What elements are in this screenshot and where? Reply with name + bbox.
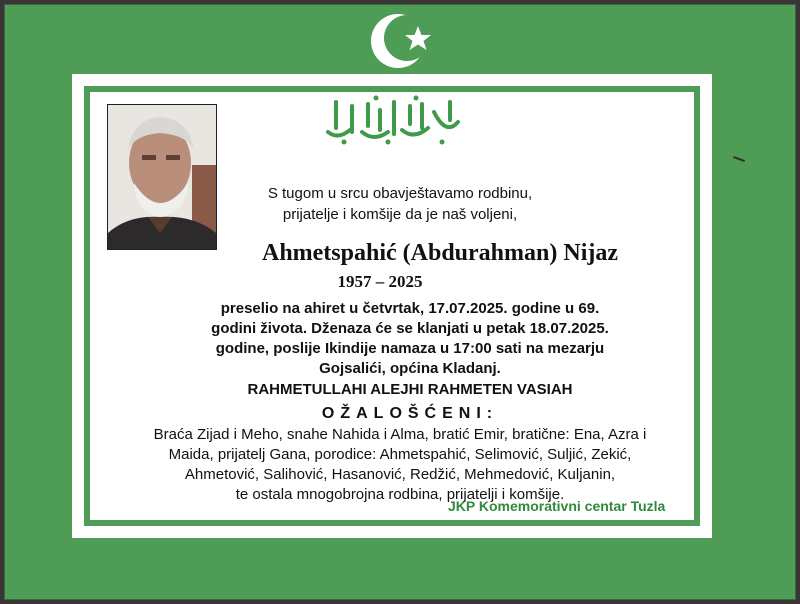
announcement-body	[150, 299, 670, 379]
crescent-star-icon	[368, 8, 438, 74]
family-list	[120, 425, 680, 505]
deceased-photo	[107, 104, 217, 250]
family-line: Braća Zijad i Meho, snahe Nahida i Alma, bratić Emir, bratične: Ena, Azra i	[153, 426, 647, 443]
prayer-line: RAHMETULLAHI ALEJHI RAHMETEN VASIAH	[247, 381, 573, 398]
family-line: Ahmetović, Salihović, Hasanović, Redžić, Mehmedović, Kuljanin,	[184, 466, 616, 483]
body-line: preselio na ahiret u četvrtak, 17.07.2025. godine u 69.	[220, 300, 600, 317]
deceased-name: Ahmetspahić (Abdurahman) Nijaz	[261, 240, 618, 266]
body-line: godini života. Dženaza će se klanjati u petak 18.07.2025.	[211, 320, 609, 337]
intro-line: prijatelje i komšije da je naš voljeni,	[282, 206, 518, 223]
intro-line: S tugom u srcu obavještavamo rodbinu,	[267, 185, 533, 202]
mourners-heading: OŽALOŠĆENI:	[321, 405, 499, 422]
body-line: Gojsalići, općina Kladanj.	[319, 360, 501, 377]
signature: JKP Komemorativni centar Tuzla	[448, 498, 666, 514]
intro-text	[180, 183, 620, 225]
family-line: te ostala mnogobrojna rodbina, prijatelji i komšije.	[235, 486, 565, 503]
life-years: 1957 – 2025	[337, 272, 423, 291]
family-line: Maida, prijatelj Gana, porodice: Ahmetspahić, Selimović, Suljić, Zekić,	[168, 446, 632, 463]
body-line: godine, poslije Ikindije namaza u 17:00 sati na mezarju	[215, 340, 605, 357]
arabic-calligraphy-image	[318, 92, 468, 148]
